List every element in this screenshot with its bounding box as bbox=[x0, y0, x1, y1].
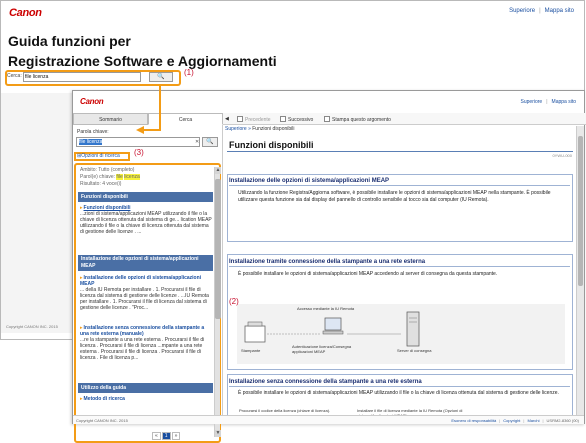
diagram-access-label: Accesso mediante la IU Remota bbox=[297, 306, 355, 311]
title-divider bbox=[227, 151, 573, 152]
top-links: Superiore | Mappa sito bbox=[520, 99, 576, 105]
result-item[interactable]: ▸Funzioni disponibili ...zioni di sistema/applicazioni MEAP utilizzando il file o la chiave di licenza ottenuta dal sistema di ge... lication MEAP utilizzando il file o la chiave di licenza ottenuta dal sistema di gestione delle licenze . ... bbox=[80, 205, 212, 235]
content-pane bbox=[224, 126, 576, 415]
diagram-obtain-label: Procurarsi il codice della licenza (chiave di licenza). bbox=[239, 408, 331, 413]
search-button[interactable] bbox=[149, 72, 173, 82]
tab-sommario[interactable]: Sommario bbox=[73, 113, 148, 125]
diagram-auth-label: Autenticazione licenza/Consegna applicazioni MEAP bbox=[292, 344, 352, 354]
result-snippet: ...re la stampante a una rete esterna . Procurarsi il file di licenza . Procurarsi il file di licenza ...mpante a una rete esterna . Procurarsi il file di licenza . Procurarsi il file di licenza . File di licenza p... bbox=[80, 337, 205, 361]
keyword-input[interactable] bbox=[76, 137, 200, 147]
search-options-link[interactable]: ⊞Opzioni di ricerca bbox=[77, 153, 120, 159]
scroll-down-icon[interactable]: ▼ bbox=[215, 430, 221, 436]
next-button[interactable]: Successivo bbox=[280, 116, 313, 123]
next-icon bbox=[280, 116, 286, 122]
print-button[interactable]: Stampa questo argomento bbox=[324, 116, 391, 123]
toolbar bbox=[223, 113, 586, 125]
sidebar-tabs bbox=[73, 113, 223, 125]
network-diagram bbox=[237, 304, 565, 364]
guide-title bbox=[8, 31, 277, 71]
top-links: Superiore | Mappa sito bbox=[509, 8, 574, 14]
canon-logo: Canon bbox=[80, 97, 104, 106]
breadcrumb: Superiore » Funzioni disponibili bbox=[225, 126, 295, 132]
collapse-arrow-icon[interactable]: ◀ bbox=[225, 116, 229, 122]
scrollbar-thumb[interactable] bbox=[215, 179, 221, 319]
manual-code: USRM2-8360 (00) bbox=[546, 418, 579, 423]
result-snippet: ... della IU Remota per installare . 1. Procurarsi il file di licenza dal sistema di gestione delle licenze . ...IU Remota per installare . 1. Procurarsi il file di licenza dal sistema di gestione delle licenze . "Proc... bbox=[80, 287, 209, 311]
footer bbox=[73, 415, 584, 424]
search-input[interactable]: file licenza bbox=[23, 72, 141, 82]
guide-title-line1: Guida funzioni per bbox=[8, 33, 131, 49]
search-results bbox=[74, 163, 221, 443]
link-copyright[interactable]: Copyright bbox=[503, 418, 521, 423]
breadcrumb-current: Funzioni disponibili bbox=[252, 126, 295, 132]
diagram-server-label: Server di consegna bbox=[397, 348, 432, 353]
result-item[interactable]: ▸Installazione senza connessione della stampante a una rete esterna (manuale) ...re la stampante a una rete esterna . Procurarsi il file di licenza . Procurarsi il file di licenza ...mpante a una rete esterna . Procurarsi il file di licenza . Procurarsi il file di licenza . File di licenza p... bbox=[80, 325, 212, 361]
search-icon: 🔍 bbox=[157, 74, 165, 80]
diagram-printer-label: Stampante bbox=[241, 348, 261, 353]
results-keywords: Parol(e) chiave: file licenza bbox=[80, 174, 140, 180]
clear-icon[interactable]: ✕ bbox=[195, 139, 200, 145]
keyword-label: Parola chiave: bbox=[77, 129, 109, 135]
callout-2: (2) bbox=[229, 297, 239, 306]
link-mappa-sito[interactable]: Mappa sito bbox=[544, 8, 574, 14]
previous-icon bbox=[237, 116, 243, 122]
background-sidebar bbox=[1, 93, 73, 333]
link-mappa-sito[interactable]: Mappa sito bbox=[551, 99, 576, 105]
results-scope: Ambito: Tutto (completo) bbox=[80, 167, 135, 173]
section-text: Utilizzando la funzione Registra/Aggiorna software, è possibile installare le opzioni di sistema/applicazioni MEAP nella stampante. È possibile utilizzare questa funzione sia dal display del pannello di controllo sensibile al tocco sia dal computer (IU Remota). bbox=[238, 190, 551, 203]
results-pager bbox=[152, 432, 181, 440]
help-window bbox=[72, 90, 585, 439]
results-scrollbar[interactable] bbox=[214, 167, 220, 437]
section-heading: Installazione tramite connessione della stampante a una rete esterna bbox=[229, 259, 570, 267]
search-icon: 🔍 bbox=[206, 139, 214, 145]
background-copyright: Copyright CANON INC. 2015 bbox=[6, 324, 58, 329]
result-group-heading: Utilizzo della guida bbox=[78, 383, 213, 393]
link-superiore[interactable]: Superiore bbox=[520, 99, 543, 105]
previous-button[interactable]: Precedente bbox=[237, 116, 271, 123]
results-meta bbox=[80, 167, 140, 188]
section-text: È possibile installare le opzioni di sistema/applicazioni MEAP accedendo al server di consegna da questa stampante. bbox=[238, 271, 498, 277]
link-superiore[interactable]: Superiore bbox=[509, 8, 536, 14]
scroll-up-icon[interactable]: ▲ bbox=[215, 167, 221, 173]
section-text: È possibile installare le opzioni di sistema/applicazioni MEAP utilizzando il file o la chiave di licenza ottenuta dal sistema di gestione delle licenze. bbox=[238, 390, 559, 396]
callout-3: (3) bbox=[134, 148, 144, 157]
breadcrumb-home[interactable]: Superiore bbox=[225, 126, 247, 132]
network-diagram-svg bbox=[237, 304, 565, 364]
print-icon bbox=[324, 116, 330, 122]
section-heading: Installazione delle opzioni di sistema/applicazioni MEAP bbox=[229, 178, 570, 186]
result-group-heading: Funzioni disponibili bbox=[78, 192, 213, 202]
guide-title-line2: Registrazione Software e Aggiornamenti bbox=[8, 53, 277, 69]
diagram-install-label: Installare il file di licenza mediante la IU Remota (Opzioni di bbox=[357, 408, 463, 413]
page-id: 0YWU-000 bbox=[552, 153, 572, 158]
result-snippet: ...zioni di sistema/applicazioni MEAP utilizzando il file o la chiave di licenza ottenuta dal sistema di ge... lication MEAP utilizzando il file o la chiave di licenza ottenuta dal sistema di gestione delle licenze . ... bbox=[80, 211, 212, 235]
keyword-value: file licenza bbox=[79, 139, 103, 145]
result-item[interactable]: ▸Metodo di ricerca bbox=[80, 396, 125, 402]
link-disclaimer[interactable]: Esonero di responsabilità bbox=[451, 418, 497, 423]
search-label: Cerca: bbox=[7, 73, 22, 79]
tab-cerca[interactable]: Cerca bbox=[148, 113, 223, 125]
copyright: Copyright CANON INC. 2015 bbox=[76, 418, 128, 423]
result-group-heading: Installazione delle opzioni di sistema/applicazioni MEAP bbox=[78, 255, 213, 271]
pager-page[interactable]: 1 bbox=[162, 432, 171, 440]
link-trademarks[interactable]: Marchi bbox=[527, 418, 540, 423]
footer-links: Esonero di responsabilità | Copyright | Marchi | USRM2-8360 (00) bbox=[451, 418, 579, 423]
results-count: Risultato: 4 voce(i) bbox=[80, 181, 122, 187]
pager-last[interactable]: » bbox=[172, 432, 181, 440]
canon-logo: Canon bbox=[9, 7, 42, 19]
result-item[interactable]: ▸Installazione delle opzioni di sistema/applicazioni MEAP ... della IU Remota per installare . 1. Procurarsi il file di licenza dal sistema di gestione delle licenze . ...IU Remota per installare . 1. Procurarsi il file di licenza dal sistema di gestione delle licenze . "Proc... bbox=[80, 275, 212, 311]
search-button[interactable] bbox=[202, 137, 218, 147]
callout-1: (1) bbox=[184, 68, 194, 77]
pager-first[interactable]: « bbox=[152, 432, 161, 440]
scrollbar-thumb[interactable] bbox=[578, 136, 583, 286]
section-heading: Installazione senza connessione della stampante a una rete esterna bbox=[229, 379, 570, 387]
content-scrollbar[interactable] bbox=[576, 126, 584, 415]
page-title: Funzioni disponibili bbox=[229, 140, 314, 150]
